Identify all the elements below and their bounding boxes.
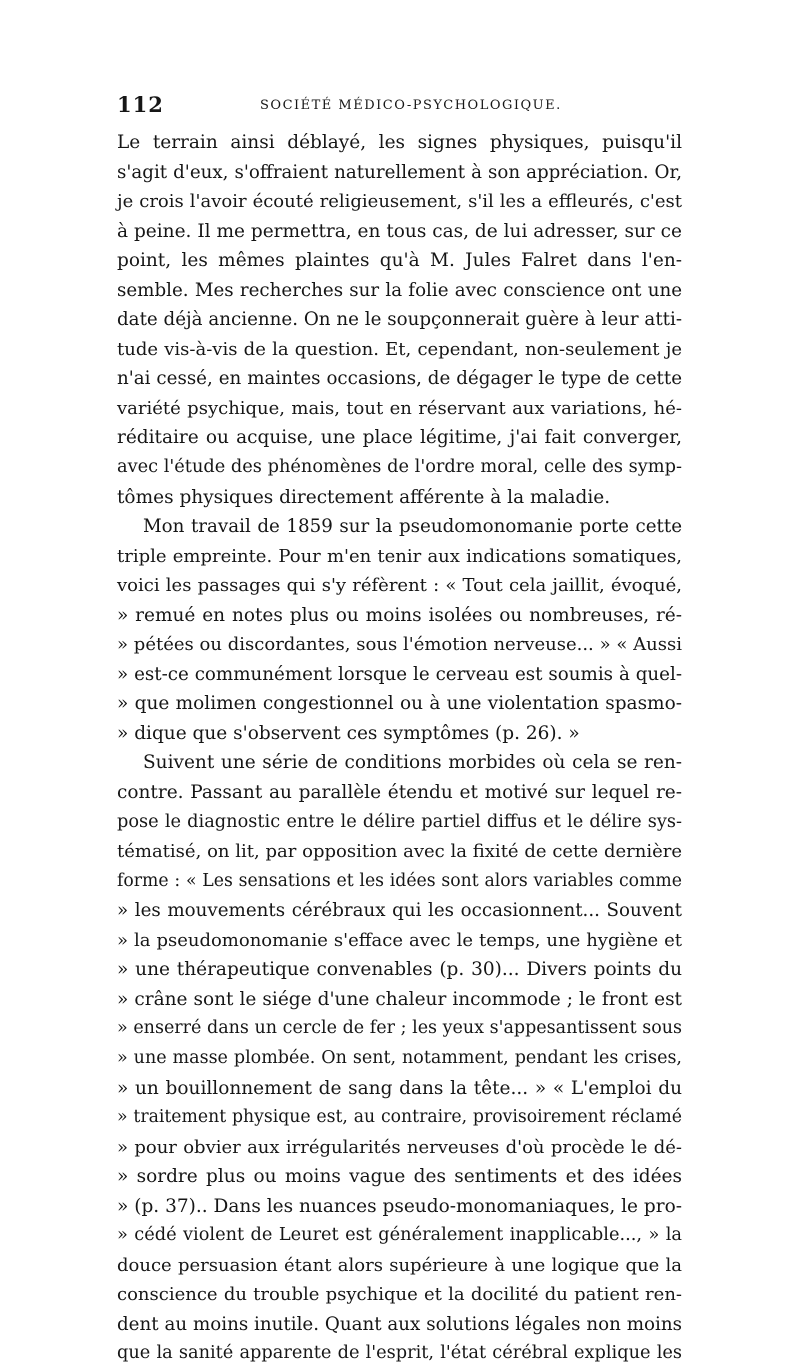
text-line: conscience du trouble psychique et la docilité du patient ren- xyxy=(117,1284,682,1306)
text-line: n'ai cessé, en maintes occasions, de dégager le type de cette xyxy=(117,368,682,390)
page-number: 112 xyxy=(117,92,164,117)
text-line: » que molimen congestionnel ou à une violentation spasmo- xyxy=(117,693,682,715)
text-line: » pour obvier aux irrégularités nerveuses d'où procède le dé- xyxy=(117,1136,682,1158)
page-header xyxy=(117,92,682,120)
text-line: Mon travail de 1859 sur la pseudomonomanie porte cette xyxy=(143,516,682,538)
text-line: » remué en notes plus ou moins isolées ou nombreuses, ré- xyxy=(117,604,682,626)
text-line: variété psychique, mais, tout en réservant aux variations, hé- xyxy=(117,397,682,419)
text-line: » une thérapeutique convenables (p. 30)... Divers points du xyxy=(117,959,682,981)
text-line: Suivent une série de conditions morbides où cela se ren- xyxy=(143,752,682,774)
text-line: » pétées ou discordantes, sous l'émotion nerveuse... » « Aussi xyxy=(117,634,682,656)
text-line: douce persuasion étant alors supérieure à une logique que la xyxy=(117,1254,682,1276)
text-line: réditaire ou acquise, une place légitime, j'ai fait converger, xyxy=(117,427,682,449)
text-line: que la sanité apparente de l'esprit, l'état cérébral explique les xyxy=(117,1343,682,1364)
text-line: point, les mêmes plaintes qu'à M. Jules Falret dans l'en- xyxy=(117,250,682,272)
text-line: je crois l'avoir écouté religieusement, s'il les a effleurés, c'est xyxy=(117,191,682,213)
text-line: » un bouillonnement de sang dans la tête... » « L'emploi du xyxy=(117,1077,682,1099)
text-line: tématisé, on lit, par opposition avec la fixité de cette dernière xyxy=(117,841,682,863)
text-line: à peine. Il me permettra, en tous cas, de lui adresser, sur ce xyxy=(117,220,682,242)
text-line: » les mouvements cérébraux qui les occasionnent... Souvent xyxy=(117,900,682,922)
text-line: tude vis-à-vis de la question. Et, cependant, non-seulement je xyxy=(117,338,682,360)
text-line: » dique que s'observent ces symptômes (p. 26). » xyxy=(117,722,580,744)
text-line: semble. Mes recherches sur la folie avec conscience ont une xyxy=(117,279,682,301)
text-line: pose le diagnostic entre le délire partiel diffus et le délire sys- xyxy=(117,811,682,832)
text-line: date déjà ancienne. On ne le soupçonnerait guère à leur atti- xyxy=(117,309,682,331)
text-line: forme : « Les sensations et les idées sont alors variables comme xyxy=(117,870,682,891)
text-line: s'agit d'eux, s'offraient naturellement à son appréciation. Or, xyxy=(117,161,682,183)
text-line: voici les passages qui s'y réfèrent : « Tout cela jaillit, évoqué, xyxy=(117,575,682,597)
text-line: triple empreinte. Pour m'en tenir aux indications somatiques, xyxy=(117,545,682,567)
text-line: » sordre plus ou moins vague des sentiments et des idées xyxy=(117,1166,682,1188)
text-line: » enserré dans un cercle de fer ; les yeux s'appesantissent sous xyxy=(117,1018,682,1039)
text-line: avec l'étude des phénomènes de l'ordre moral, celle des symp- xyxy=(117,457,682,478)
text-line: » est-ce communément lorsque le cerveau est soumis à quel- xyxy=(117,663,682,685)
text-line: contre. Passant au parallèle étendu et motivé sur lequel re- xyxy=(117,782,682,804)
text-line: » traitement physique est, au contraire, provisoirement réclamé xyxy=(117,1107,682,1128)
text-line: » cédé violent de Leuret est généralement inapplicable..., » la xyxy=(117,1225,682,1246)
body-text xyxy=(117,128,682,1369)
text-line: » une masse plombée. On sent, notamment, pendant les crises, xyxy=(117,1047,682,1068)
text-line: » crâne sont le siége d'une chaleur incommode ; le front est xyxy=(117,988,682,1010)
text-line: » (p. 37).. Dans les nuances pseudo-monomaniaques, le pro- xyxy=(117,1195,682,1217)
running-head: SOCIÉTÉ MÉDICO-PSYCHOLOGIQUE. xyxy=(260,98,562,113)
text-line: » la pseudomonomanie s'efface avec le temps, une hygiène et xyxy=(117,929,682,951)
text-line: dent au moins inutile. Quant aux solutions légales non moins xyxy=(117,1313,682,1335)
text-line: tômes physiques directement afférente à la maladie. xyxy=(117,486,611,508)
text-line: Le terrain ainsi déblayé, les signes physiques, puisqu'il xyxy=(117,132,682,153)
